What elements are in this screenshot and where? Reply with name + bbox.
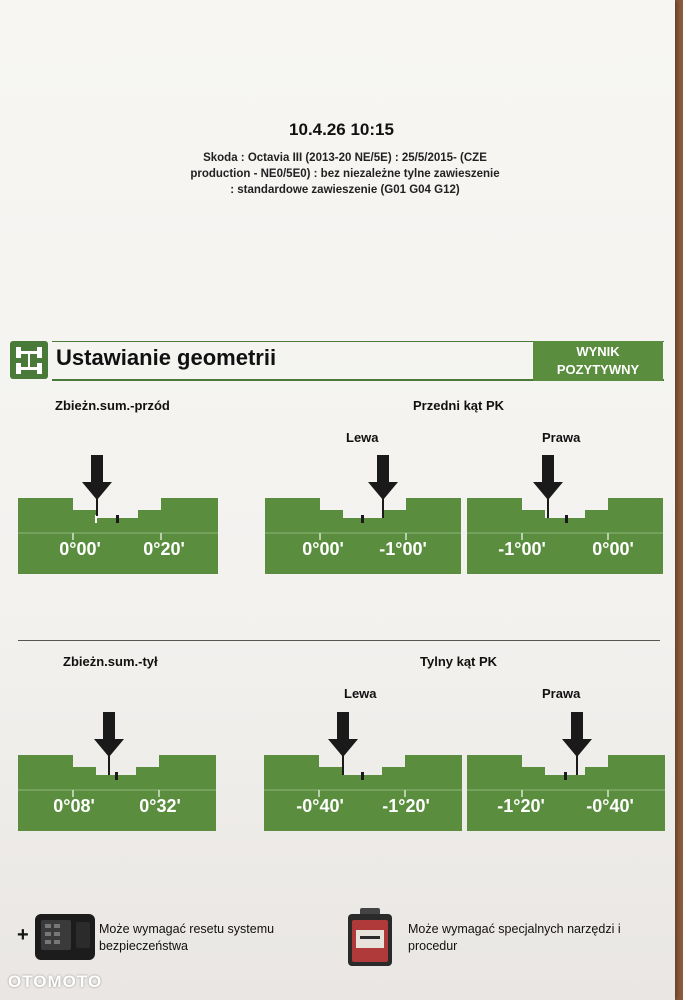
vehicle-line-3: : standardowe zawieszenie (G01 G04 G12) (230, 184, 460, 196)
reset-note (99, 921, 274, 955)
rear-camber-title: Tylny kąt PK (420, 654, 498, 669)
section-title: Ustawianie geometrii (56, 345, 277, 370)
tool-kit-icon (346, 906, 394, 973)
gauge-front-toe (18, 450, 218, 579)
front-camber-left-measured: 0°00' (302, 539, 344, 559)
result-line-2: POZYTYWNY (556, 362, 640, 377)
front-camber-right-target: 0°00' (592, 539, 634, 559)
reset-note-line-1: Może wymagać resetu systemu (99, 922, 275, 936)
vehicle-line-2: production - NE0/5E0) : bez niezależne tylne zawieszenie (190, 168, 500, 180)
front-camber-left-label: Lewa (346, 430, 379, 445)
gauge-rear-toe (18, 707, 216, 836)
rear-camber-left-target: -1°20' (382, 796, 430, 816)
gauge-front-camber-right (467, 450, 663, 579)
front-camber-right-label: Prawa (542, 430, 581, 445)
tools-note-line-1: Może wymagać specjalnych narzędzi i (408, 922, 621, 936)
vehicle-description (150, 150, 540, 198)
gauge-front-camber-left (265, 450, 461, 579)
rear-camber-left-measured: -0°40' (296, 796, 344, 816)
front-camber-title: Przedni kąt PK (413, 398, 505, 413)
tools-note (408, 921, 621, 955)
rear-toe-target: 0°32' (139, 796, 181, 816)
rear-camber-right-target: -0°40' (586, 796, 634, 816)
front-camber-right-measured: -1°00' (498, 539, 546, 559)
rear-camber-left-label: Lewa (344, 686, 377, 701)
report-datetime: 10.4.26 10:15 (289, 120, 394, 139)
rear-camber-right-measured: -1°20' (497, 796, 545, 816)
gauge-rear-camber-left (264, 707, 462, 836)
front-toe-title: Zbieżn.sum.-przód (55, 398, 170, 413)
tools-note-line-2: procedur (408, 939, 458, 953)
reset-note-line-2: bezpieczeństwa (99, 939, 188, 953)
control-unit-icon (34, 912, 96, 967)
front-camber-left-target: -1°00' (379, 539, 427, 559)
result-badge (533, 341, 663, 381)
axle-alignment-icon (10, 341, 48, 379)
rear-toe-measured: 0°08' (53, 796, 95, 816)
front-toe-target: 0°20' (143, 539, 185, 559)
section-divider (18, 640, 660, 641)
plus-sign: + (17, 924, 29, 946)
watermark-logo: OTOMOTO (8, 972, 103, 991)
rear-camber-right-label: Prawa (542, 686, 581, 701)
vehicle-line-1: Skoda : Octavia III (2013-20 NE/5E) : 25/5/2015- (CZE (203, 152, 487, 164)
front-toe-measured: 0°00' (59, 539, 101, 559)
rear-toe-title: Zbieżn.sum.-tył (63, 654, 158, 669)
result-line-1: WYNIK (576, 344, 620, 359)
gauge-rear-camber-right (467, 707, 665, 836)
